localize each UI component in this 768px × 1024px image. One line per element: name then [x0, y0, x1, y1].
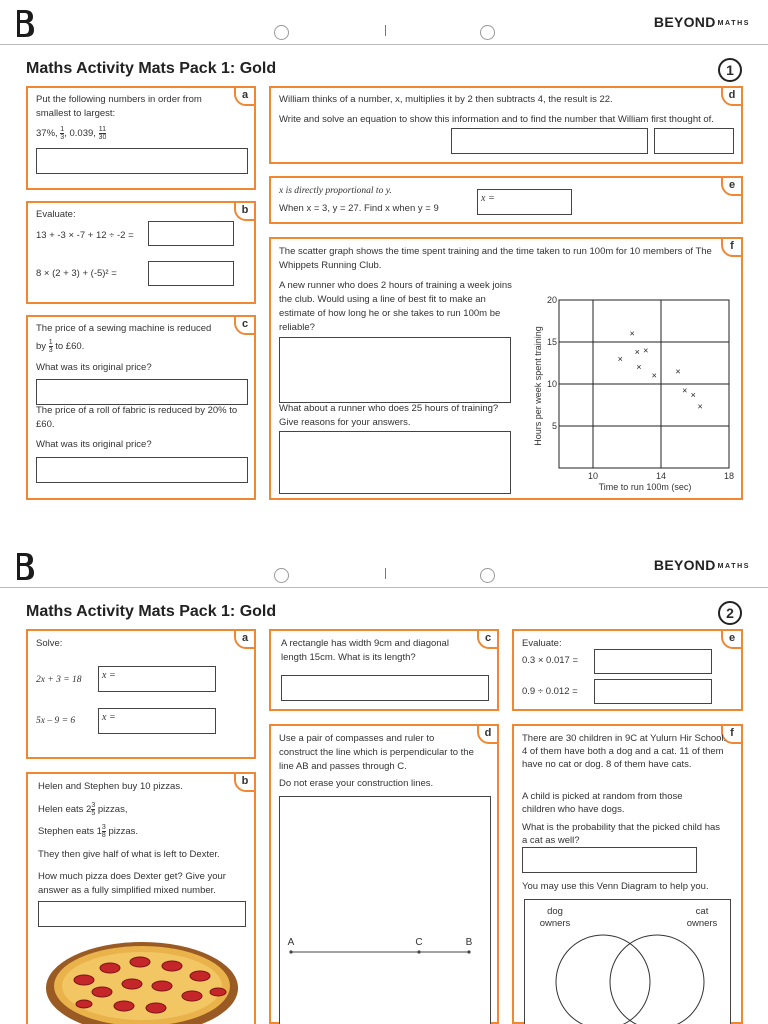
question-tag-c: c — [477, 629, 499, 649]
question-c — [269, 629, 499, 711]
data-point: × — [697, 401, 703, 412]
question-c-line1: The price of a sewing machine is reduced — [36, 323, 212, 334]
data-point: × — [636, 362, 642, 373]
venn-note: You may use this Venn Diagram to help you. — [522, 881, 709, 892]
question-f-q2: What about a runner who does 25 hours of training? Give reasons for your answers. — [279, 403, 499, 428]
stephen-pizzas: pizzas. — [108, 826, 139, 838]
answer-box-f2[interactable] — [279, 431, 511, 494]
venn-circles — [525, 900, 730, 1024]
question-b-line2 — [38, 802, 127, 817]
answer-box-b2[interactable] — [148, 261, 234, 286]
helen-pizzas: pizzas, — [97, 804, 128, 816]
question-c — [26, 315, 256, 500]
question-c-line5: What was its original price? — [36, 439, 152, 450]
question-b-line4: They then give half of what is left to Dexter. — [38, 849, 220, 860]
question-b-line3 — [38, 824, 138, 839]
header-rule — [0, 587, 768, 588]
pizza-illustration — [44, 940, 240, 1024]
data-point: × — [682, 385, 688, 396]
page-title: Maths Activity Mats Pack 1: Gold — [26, 60, 277, 77]
answer-box-c1[interactable] — [36, 379, 248, 405]
brand-sub: MATHS — [717, 563, 750, 570]
question-f-text: There are 30 children in 9C at Yulurn Hir School. 4 of them have both a dog and a cat. 11 of them have no cat or dog. 8 of them have cats. — [522, 733, 727, 770]
question-c-line2 — [36, 339, 84, 354]
data-point: × — [675, 366, 681, 377]
venn-label-dog: dog owners — [539, 906, 571, 929]
item-percent: 37%, — [36, 128, 58, 140]
answer-box-b[interactable] — [38, 901, 246, 927]
question-f-intro: The scatter graph shows the time spent training and the time taken to run 100m for 10 members of The Whippets Running Club. — [279, 246, 712, 271]
punch-hole-right — [480, 25, 495, 40]
page-number: 1 — [718, 58, 742, 82]
answer-box-a1[interactable]: x = — [98, 666, 216, 692]
question-tag-b: b — [234, 772, 256, 792]
question-b-label: Evaluate: — [36, 209, 76, 220]
scatter-grid — [559, 300, 729, 468]
answer-box-c2[interactable] — [36, 457, 248, 483]
answer-box-a[interactable] — [36, 148, 248, 174]
question-e-1: 0.3 × 0.017 = — [522, 655, 578, 666]
header-rule — [0, 44, 768, 45]
question-a-label: Solve: — [36, 638, 63, 649]
venn-circle-dog — [556, 935, 650, 1024]
beyond-logo-icon — [14, 551, 36, 581]
question-tag-b: b — [234, 201, 256, 221]
scatter-graph — [528, 292, 740, 498]
question-tag-e: e — [721, 629, 743, 649]
question-e-line1: x is directly proportional to y. — [279, 186, 392, 196]
question-tag-a: a — [234, 629, 256, 649]
question-d-note: Do not erase your construction lines. — [279, 778, 434, 789]
page-number: 2 — [718, 601, 742, 625]
question-c-line3: What was its original price? — [36, 362, 152, 373]
answer-box-c[interactable] — [281, 675, 489, 701]
brand-wordmark — [654, 14, 750, 30]
question-tag-c: c — [234, 315, 256, 335]
construction-area[interactable] — [279, 796, 491, 1024]
venn-label-cat: cat owners — [686, 906, 718, 929]
x-tick-label: 10 — [587, 471, 599, 481]
question-d — [269, 86, 743, 164]
question-f-q1: A child is picked at random from those children who have dogs. — [522, 791, 683, 815]
beyond-logo-icon — [14, 8, 36, 38]
fraction-three-eighths: $\frac{3}{8}$ — [101, 824, 106, 839]
question-d-line2: Write and solve an equation to show this information and to find the number that William first thought of. — [279, 114, 714, 125]
number-list — [36, 126, 246, 141]
text-to-60: to £60. — [55, 341, 85, 353]
equation-2: 5x – 9 = 6 — [36, 716, 76, 726]
question-b-2: 8 × (2 + 3) + (-5)² = — [36, 268, 117, 279]
question-c-text: A rectangle has width 9cm and diagonal length 15cm. What is its length? — [281, 638, 449, 663]
question-e — [269, 176, 743, 224]
label-a: A — [287, 937, 295, 948]
stephen-eats: Stephen eats 1 — [38, 826, 102, 838]
question-e — [512, 629, 743, 711]
question-tag-e: e — [721, 176, 743, 196]
question-d-text: Use a pair of compasses and ruler to construct the line which is perpendicular to the line AB and passes through C. — [279, 733, 474, 772]
question-tag-a: a — [234, 86, 256, 106]
label-b: B — [465, 937, 473, 948]
center-mark — [385, 568, 386, 579]
activity-mat-page-1 — [0, 0, 768, 510]
y-tick-label: 10 — [546, 379, 557, 389]
venn-diagram — [524, 899, 731, 1024]
fraction-eleven-thirtieths: $\frac{11}{30}$ — [98, 126, 107, 141]
brand-sub: MATHS — [717, 20, 750, 27]
question-a-text: Put the following numbers in order from smallest to largest: — [36, 94, 202, 119]
question-tag-d: d — [477, 724, 499, 744]
question-tag-f: f — [721, 237, 743, 257]
question-e-line2: When x = 3, y = 27. Find x when y = 9 — [279, 203, 439, 214]
data-point: × — [643, 345, 649, 356]
question-e-label: Evaluate: — [522, 638, 562, 649]
question-a — [26, 86, 256, 190]
answer-box-e2[interactable] — [594, 679, 712, 704]
question-d-line1: William thinks of a number, x, multiplies it by 2 then subtracts 4, the result is 22. — [279, 94, 613, 105]
line-ab — [279, 928, 491, 958]
fraction-three-fifths: $\frac{3}{5}$ — [91, 802, 96, 817]
question-b-line1: Helen and Stephen buy 10 pizzas. — [38, 781, 183, 792]
question-c-line4: The price of a roll of fabric is reduced by 20% to £60. — [36, 405, 238, 430]
question-b-1: 13 + -3 × -7 + 12 ÷ -2 = — [36, 230, 134, 241]
question-tag-f: f — [721, 724, 743, 744]
point-c-marker — [417, 950, 420, 953]
answer-box-d2[interactable] — [654, 128, 734, 154]
data-point: × — [651, 370, 657, 381]
point-b-marker — [467, 950, 470, 953]
question-b — [26, 201, 256, 304]
x-tick-label: 18 — [723, 471, 735, 481]
equation-1: 2x + 3 = 18 — [36, 675, 82, 685]
punch-hole-left — [274, 568, 289, 583]
question-e-2: 0.9 ÷ 0.012 = — [522, 686, 578, 697]
y-tick-label: 20 — [546, 295, 557, 305]
question-b-line5: How much pizza does Dexter get? Give your answer as a fully simplified mixed number. — [38, 871, 226, 896]
question-f-q2: What is the probability that the picked child has a cat as well? — [522, 822, 721, 846]
punch-hole-right — [480, 568, 495, 583]
fraction-one-third-c: $\frac{1}{3}$ — [48, 339, 53, 354]
brand-wordmark — [654, 557, 750, 573]
answer-box-f[interactable] — [522, 847, 697, 873]
question-a — [26, 629, 256, 759]
venn-circle-cat — [610, 935, 704, 1024]
scatter-ticks — [547, 295, 734, 481]
y-tick-label: 5 — [551, 421, 557, 431]
page-title: Maths Activity Mats Pack 1: Gold — [26, 603, 277, 620]
brand-name: BEYOND — [653, 557, 716, 573]
label-c: C — [415, 937, 423, 948]
helen-eats: Helen eats 2 — [38, 804, 92, 816]
question-f — [512, 724, 743, 1024]
fraction-one-third: $\frac{1}{3}$ — [60, 126, 65, 141]
answer-box-d1[interactable] — [451, 128, 648, 154]
answer-box-f1[interactable] — [279, 337, 511, 403]
center-mark — [385, 25, 386, 36]
text-by: by — [36, 341, 47, 353]
data-point: × — [690, 389, 696, 400]
y-tick-label: 15 — [546, 337, 557, 347]
answer-box-b1[interactable] — [148, 221, 234, 246]
activity-mat-page-2 — [0, 543, 768, 1024]
y-axis-label: Hours per week spent training — [533, 326, 543, 446]
answer-box-e[interactable]: x = — [477, 189, 572, 215]
scatter-points — [618, 329, 703, 412]
data-point: × — [617, 353, 623, 364]
question-f-q1: A new runner who does 2 hours of training a week joins the club. Would using a line of best fit to make an estimate of how long he or she takes to run 100m be reliable? — [279, 280, 512, 333]
data-point: × — [629, 328, 635, 339]
punch-hole-left — [274, 25, 289, 40]
data-point: × — [634, 347, 640, 358]
brand-name: BEYOND — [653, 14, 716, 30]
point-a-marker — [289, 950, 292, 953]
answer-box-e1[interactable] — [594, 649, 712, 674]
question-d — [269, 724, 499, 1024]
answer-box-a2[interactable]: x = — [98, 708, 216, 734]
item-decimal: , 0.039, — [64, 128, 96, 140]
question-tag-d: d — [721, 86, 743, 106]
x-axis-label: Time to run 100m (sec) — [598, 482, 692, 492]
x-tick-label: 14 — [655, 471, 667, 481]
